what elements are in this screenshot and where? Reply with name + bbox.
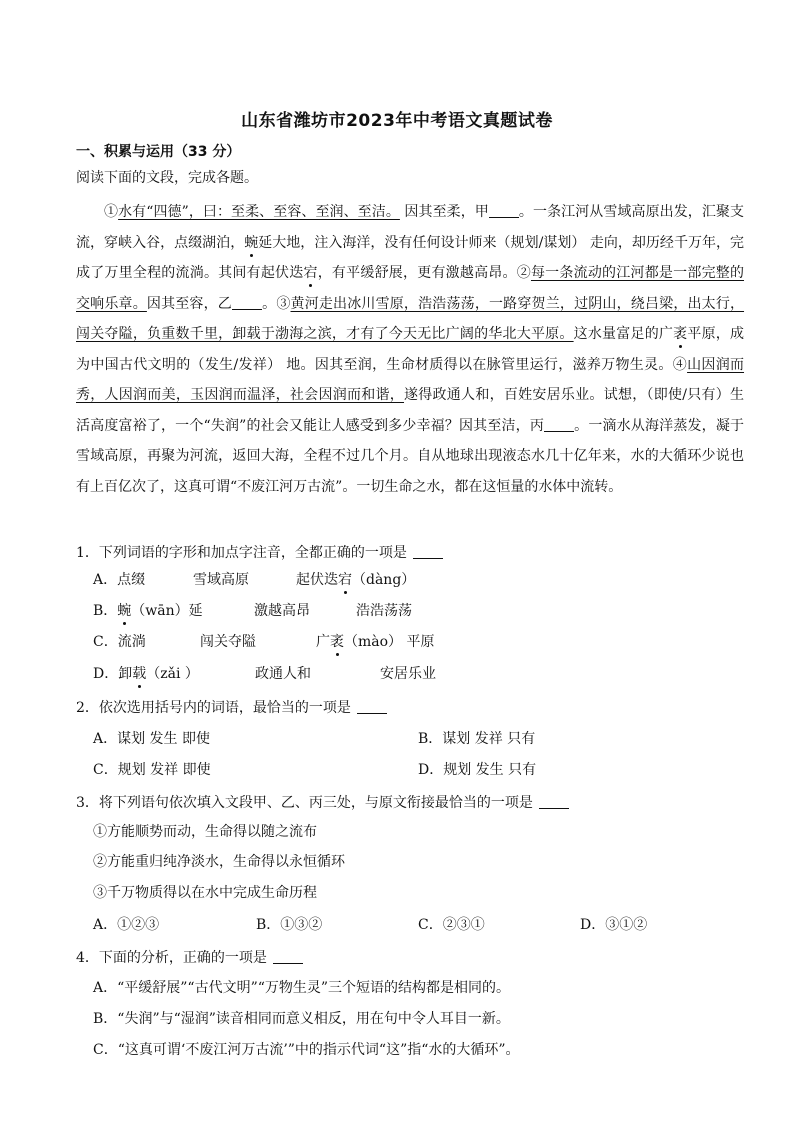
q2-option-a[interactable]: A．谋划 发生 即使: [93, 731, 211, 747]
question-stem: 3．将下列语句依次填入文段甲、乙、丙三处，与原文衔接最恰当的一项是: [76, 795, 533, 811]
answer-blank[interactable]: [273, 949, 303, 964]
q3-sentence-2: ②方能重归纯净淡水，生命得以永恒循环: [93, 854, 345, 870]
q3-sentence-1: ①方能顺势而动，生命得以随之流布: [93, 824, 317, 840]
sentence-marker-4: ④: [672, 356, 688, 373]
dotted-char: 袤: [330, 634, 344, 650]
q3-option-d[interactable]: D．③①②: [580, 917, 648, 933]
q1-option-b[interactable]: [93, 600, 203, 620]
q2-option-c[interactable]: C．规划 发祥 即使: [93, 762, 211, 778]
q1-option-a-word3: [296, 569, 415, 589]
blank-yi: [232, 295, 262, 310]
q3-option-c[interactable]: C．②③①: [418, 917, 485, 933]
section-heading: 一、积累与运用（33 分）: [76, 144, 241, 160]
q4-option-c[interactable]: C．“这真可谓‘不废江河万古流’”中的指示代词“这”指“水的大循环”。: [93, 1042, 520, 1058]
q2-option-d[interactable]: D．规划 发生 只有: [418, 762, 537, 778]
passage-text: 试想，（即使/只有）生活高度富裕了，一个“失润”的社会又能让人感受到多少幸福？因其至洁，丙: [76, 387, 745, 434]
question-stem: 2．依次选用括号内的词语，最恰当的一项是: [76, 700, 351, 716]
q1-option-d-word2: 政通人和: [255, 666, 311, 682]
passage-text: 延大地，注入海洋，没有任何设计师来（规划/谋划） 走向，却历经千万年，完成了万里全程的流淌。其间有起伏迭: [76, 234, 745, 281]
q1-option-d-word3: 安居乐业: [380, 666, 436, 682]
option-text: 起伏迭: [296, 572, 338, 588]
q1-option-d[interactable]: [93, 663, 199, 683]
underlined-sentence-3: 黄河走出冰川雪原，浩浩荡荡，一路穿贺兰，过阴山，绕吕梁，出太行， 闯关夺隘，负重数千里，卸载于渤海之滨，才有了今天无比广阔的华北大平原。: [76, 295, 745, 342]
question-3: [76, 792, 569, 812]
answer-blank[interactable]: [413, 544, 443, 559]
pinyin: （dàng）: [352, 572, 416, 588]
dotted-char: 蜿: [244, 234, 259, 251]
question-stem: 4．下面的分析，正确的一项是: [76, 950, 267, 966]
dotted-char: 蜿: [117, 603, 132, 619]
sentence-marker-2: ②: [516, 265, 531, 281]
q3-sentence-3: ③千万物质得以在水中完成生命历程: [93, 885, 317, 901]
q1-option-b-word2: 激越高昂: [254, 603, 310, 619]
option-text: C．流淌: [93, 634, 146, 650]
underlined-sentence-4: 山因润而秀，人因润而美，玉因润而温泽，社会因润而和谐，: [76, 356, 745, 403]
q1-option-b-word3: 浩浩荡荡: [356, 603, 412, 619]
reading-passage: [76, 197, 744, 502]
answer-blank[interactable]: [539, 794, 569, 809]
passage-text: 平原，成为中国古代文明的（发生/发祥） 地。因其至润，生命材质得以在脉管里运行，滋养万物生灵。: [76, 326, 745, 373]
passage-text: ，有平缓舒展，更有激越高昂。: [317, 265, 517, 281]
pinyin: （mào） 平原: [344, 634, 435, 650]
instruction-text: 阅读下面的文段，完成各题。: [76, 170, 258, 186]
underlined-sentence-2: 每一条流动的江河都是一部完整的交响乐章。: [76, 265, 745, 312]
passage-text: 。一滴水从海洋蒸发，凝于雪域高原，再聚为河流，返回大海，全程不过几个月。自从地球出现液态水几十亿年来，水的大循环少说也有上百亿次了，这真可谓“不废江河万古流”。一切生命之水，都在这恒量的水体中流转。: [76, 417, 745, 495]
option-text: B．: [93, 603, 118, 619]
dotted-char: 袤: [673, 326, 688, 342]
blank-bing: [544, 417, 574, 432]
q3-option-b[interactable]: B．①③②: [256, 917, 323, 933]
question-stem: 1．下列词语的字形和加点字注音，全都正确的一项是: [76, 545, 407, 561]
page-title: 山东省潍坊市2023年中考语文真题试卷: [241, 111, 553, 131]
question-1: [76, 542, 443, 562]
dotted-char: 宕: [338, 572, 352, 588]
pinyin: （wān）延: [131, 603, 203, 619]
question-2: [76, 697, 387, 717]
q1-option-c[interactable]: [93, 631, 146, 651]
q4-option-a[interactable]: A．“平缓舒展”“古代文明”“万物生灵”三个短语的结构都是相同的。: [93, 980, 511, 996]
answer-blank[interactable]: [357, 699, 387, 714]
passage-text: 这水量富足的广: [573, 326, 674, 342]
dotted-char: 载: [132, 666, 147, 682]
dotted-char: 宕: [303, 265, 318, 281]
question-4: [76, 947, 303, 967]
q1-option-a[interactable]: [93, 569, 145, 589]
q1-option-a-word2: 雪域高原: [193, 572, 249, 588]
q1-option-c-word3: [316, 631, 435, 651]
passage-text: 遂得政通人和，百姓安居乐业。: [404, 387, 604, 403]
q2-option-b[interactable]: B．谋划 发祥 只有: [418, 731, 536, 747]
passage-text: 因其至柔，甲: [399, 204, 489, 220]
pinyin: （zǎi ）: [146, 666, 199, 682]
sentence-marker-3: ③: [276, 295, 291, 312]
option-text: A．点缀: [93, 572, 146, 588]
option-text: D．卸: [93, 666, 133, 682]
q1-option-c-word2: 闯关夺隘: [200, 634, 256, 650]
option-text: 广: [316, 634, 330, 650]
blank-jia: [489, 203, 519, 218]
q3-option-a[interactable]: A．①②③: [93, 917, 160, 933]
sentence-marker-1: ①: [104, 204, 119, 220]
passage-text: 。: [261, 295, 277, 312]
q4-option-b[interactable]: B．“失润”与“湿润”读音相同而意义相反，用在句中令人耳目一新。: [93, 1011, 510, 1027]
passage-text: 。一条江河从雪域高原出发，汇聚支流，穿峡入谷，点缀湖泊，: [76, 204, 745, 251]
passage-text: 因其至容，乙: [146, 295, 232, 312]
underlined-sentence-1: 水有“四德”，曰：至柔、至容、至润、至洁。: [118, 204, 400, 220]
